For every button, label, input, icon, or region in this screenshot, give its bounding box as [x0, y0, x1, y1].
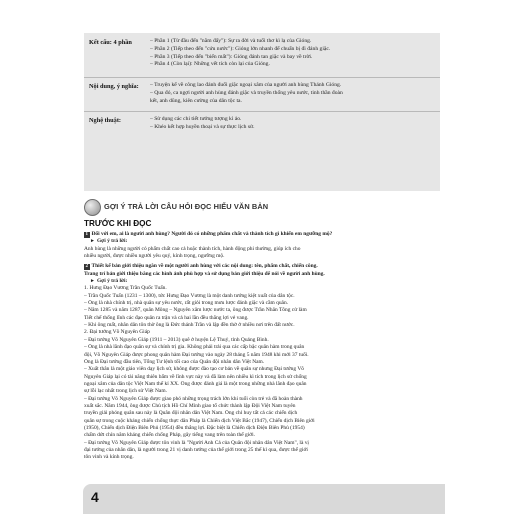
question-text: Trang trí bản giới thiệu bằng các hình ảnh phù hợp và sử dụng bản giới thiệu để nói về người anh hùng. [84, 270, 325, 277]
summary-box [84, 33, 440, 191]
summary-label: Nghệ thuật: [89, 117, 122, 124]
question-1 [84, 231, 446, 238]
answer-line: Ông là Đại tướng đầu tiên, Tổng Tư lệnh tối cao của Quân đội nhân dân Việt Nam. [84, 358, 265, 365]
summary-line: – Phần 2 (Tiếp theo đến "cứu nước"): Gióng lớn nhanh để chuẩn bị đi đánh giặc. [150, 45, 331, 52]
answer-line: Anh hùng là những người có phẩm chất cao cả hoặc thành tích, hành động phi thường, giúp ích cho [84, 245, 301, 252]
answer-line: (1950), Chiến dịch Điện Biên Phủ (1954) đều thắng lợi. Đặc biệt là Chiến dịch Điện Biên Phủ (1954) [84, 424, 305, 431]
triangle-bullet-icon: ► [90, 239, 95, 245]
summary-line: kết, anh dũng, kiên cường của dân tộc ta. [150, 97, 242, 104]
answer-line: – Ông là nhà lãnh đạo quân sự và chính trị gia. Không phải trải qua các cấp bậc quân hàm trong quân [84, 344, 305, 351]
summary-line: – Qua đó, ca ngợi người anh hùng đánh giặc và truyền thống yêu nước, tinh thần đoàn [150, 89, 343, 96]
question-text: Thiết kế bản giới thiệu ngắn về một người anh hùng với các nội dung: tên, phẩm chất, chiến công. [91, 263, 318, 270]
answer-line: ngoại xâm của dân tộc Việt Nam thế kỉ XX. Ông được đánh giá là một trong những nhà lãnh đạo quân [84, 380, 307, 387]
summary-line: – Truyện kể về công lao đánh đuổi giặc ngoại xâm của người anh hùng Thánh Gióng. [150, 82, 342, 88]
answer-line: 2. Đại tướng Võ Nguyên Giáp [84, 329, 150, 336]
section-header [84, 199, 444, 215]
answer-hint: ► Gợi ý trả lời: [90, 238, 128, 245]
subsection-title: TRƯỚC KHI ĐỌC [84, 219, 152, 228]
summary-content [150, 116, 436, 132]
answer-line: nhiều người, được nhiều người yêu quý, kính trọng, ngưỡng mộ. [84, 253, 225, 260]
footer-bar [83, 484, 445, 514]
page-number: 4 [91, 489, 99, 505]
answer-line: – Xuất thân là một giáo viên dạy lịch sử, không được đào tạo cơ bản về quân sự nhưng Đại tướng Võ [84, 366, 305, 373]
answer-line: đại tướng của nhân dân, là người trong 21 vị danh tướng của thế giới trong 25 thế kỉ qua, được thế giới [84, 446, 308, 453]
answer-line: truyền giải phóng quân sau này là Quân đội nhân dân Việt Nam. Ông chỉ huy tất cả các chiến dịch [84, 410, 298, 417]
answer-body [84, 231, 446, 462]
section-title: GỢI Ý TRẢ LỜI CÂU HỎI ĐỌC HIỂU VĂN BẢN [104, 202, 269, 211]
summary-line: – Phần 1 (Từ đầu đến "nằm đấy"): Sự ra đời và tuổi thơ kì lạ của Gióng. [150, 38, 312, 44]
summary-divider [84, 77, 440, 78]
answer-line: – Ông là nhà chính trị, nhà quân sự yêu nước, rất giỏi trong mưu lược đánh giặc và cầm quân. [84, 300, 289, 307]
answer-line: Tiết chế thống lĩnh các đạo quân ra trận và cả hai lần đều thắng lợi vẻ vang. [84, 314, 249, 321]
summary-line: – Sử dụng các chi tiết tưởng tượng kì ảo. [150, 116, 242, 122]
question-number: 1 [85, 232, 88, 237]
answer-line: chấm dứt chín năm kháng chiến chống Pháp, gây tiếng vang trên toàn thế giới. [84, 432, 256, 439]
summary-content [150, 38, 436, 69]
summary-line: – Khéo kết hợp huyền thoại và sự thực lịch sử. [150, 123, 255, 130]
answer-line: sự lỗi lạc nhất trong lịch sử Việt Nam. [84, 388, 167, 395]
summary-label: Kết cấu: 4 phần [89, 39, 132, 46]
answer-line: xuất sắc. Năm 1944, ông được Chủ tịch Hồ Chí Minh giao tổ chức thành lập Đội Việt Nam tuyên [84, 402, 296, 409]
summary-label: Nội dung, ý nghĩa: [89, 83, 139, 90]
answer-line: quân sự trong cuộc kháng chiến chống thực dân Pháp là Chiến dịch Việt Bắc (1947), Chiến dịch Biên giới [84, 417, 315, 424]
answer-line: 1. Hưng Đạo Vương Trần Quốc Tuấn. [84, 285, 167, 292]
section-bullet-icon [84, 199, 101, 216]
question-text: Đối với em, ai là người anh hùng? Người đó có những phẩm chất và thành tích gì khiến em ngưỡng mộ? [91, 231, 333, 237]
answer-line: – Đại tướng Võ Nguyên Giáp (1911 – 2013) quê ở huyện Lệ Thuỷ, tỉnh Quảng Bình. [84, 336, 269, 343]
summary-divider [84, 111, 440, 112]
answer-line: – Trần Quốc Tuấn (1231 – 1300), tức Hưng Đạo Vương là một danh tướng kiệt xuất của dân tộc. [84, 292, 295, 299]
summary-line: – Phần 4 (Còn lại): Những vết tích còn lại của Gióng. [150, 61, 270, 68]
answer-line: đội, Võ Nguyên Giáp được phong quân hàm Đại tướng vào ngày 28 tháng 5 năm 1948 khi mới 37 tuổi. [84, 351, 309, 358]
triangle-bullet-icon: ► [90, 279, 95, 285]
question-2 [84, 263, 446, 270]
summary-line: – Phần 3 (Tiếp theo đến "biến mất"): Gióng đánh tan giặc và bay về trời. [150, 53, 313, 60]
answer-hint: ► Gợi ý trả lời: [90, 278, 128, 285]
answer-line: tôn vinh và kính trọng. [84, 454, 134, 461]
answer-line: Nguyên Giáp lại có tài năng thiên bẩm về lĩnh vực này và đã làm nên nhiều kì tích trong lịch sử chống [84, 373, 307, 380]
summary-content [150, 82, 436, 105]
answer-line: – Đại tướng Võ Nguyên Giáp được giao phó những trọng trách lớn khi tuổi còn trẻ và đã hoàn thành [84, 395, 303, 402]
answer-line: – Đại tướng Võ Nguyên Giáp được tôn vinh là "Người Anh Cả của Quân đội nhân dân Việt Nam", là vị [84, 439, 309, 446]
answer-line: – Năm 1285 và năm 1287, quân Mông – Nguyên xâm lược nước ta, ông được Trần Nhân Tông cử làm [84, 307, 307, 314]
answer-line: – Khi ông mất, nhân dân tôn thờ ông là Đức thánh Trần và lập đền thờ ở nhiều nơi trên đất nước. [84, 322, 295, 329]
question-number: 2 [85, 264, 88, 270]
